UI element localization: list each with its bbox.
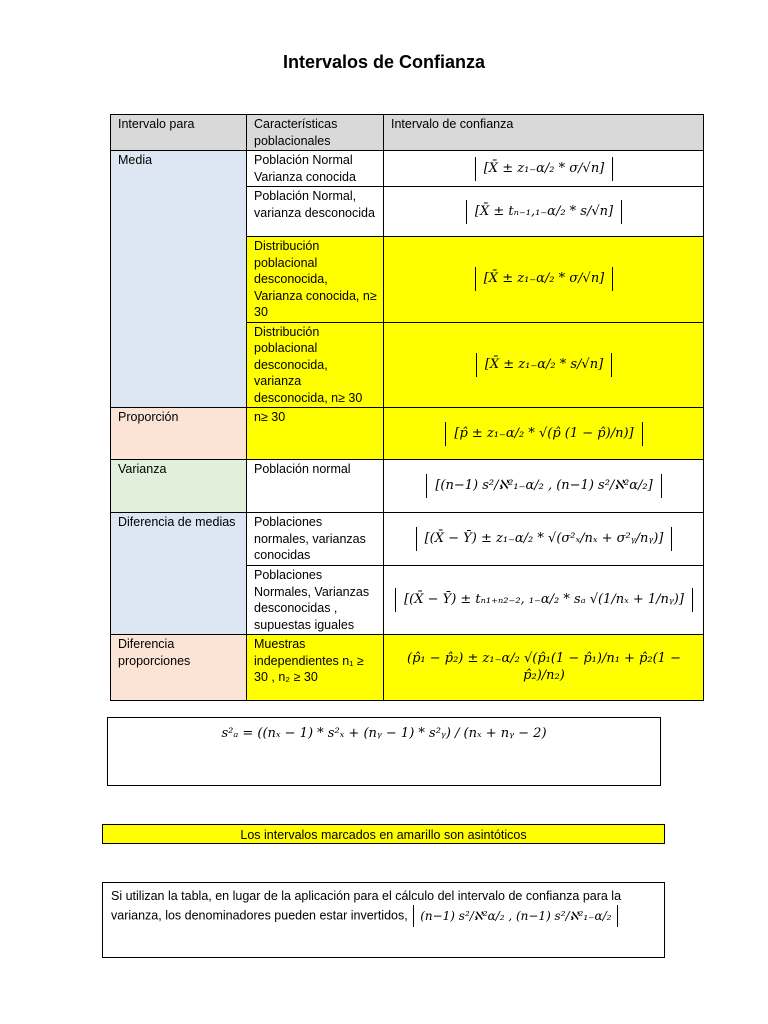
- table-header-row: [111, 115, 704, 151]
- inverted-variance-formula: (n−1) s²/ℵ²α/₂ , (n−1) s²/ℵ²₁₋α/₂: [413, 905, 618, 927]
- formula: [p̂ ± z₁₋α/₂ * √(p̂ (1 − p̂)/n)]: [445, 422, 642, 446]
- characteristics-cell: Distribución poblacional desconocida, varianza desconocida, n≥ 30: [247, 322, 384, 408]
- table-row: [111, 151, 704, 187]
- confidence-interval-table: [110, 114, 704, 701]
- param-diferencia-medias: Diferencia de medias: [111, 513, 247, 635]
- table-row: [111, 408, 704, 460]
- param-proporcion: Proporción: [111, 408, 247, 460]
- characteristics-cell: Muestras independientes n₁ ≥ 30 , n₂ ≥ 30: [247, 635, 384, 701]
- variance-table-note: [102, 882, 665, 958]
- header-confidence-interval: Intervalo de confianza: [384, 115, 704, 151]
- formula: [X̄ ± tₙ₋₁,₁₋α/₂ * s/√n]: [466, 200, 622, 224]
- formula-cell: [384, 566, 704, 635]
- characteristics-cell: Población normal: [247, 460, 384, 513]
- characteristics-cell: Poblaciones normales, varianzas conocidas: [247, 513, 384, 566]
- formula-cell: [384, 322, 704, 408]
- table-row: [111, 635, 704, 701]
- characteristics-cell: Poblaciones Normales, Varianzas desconocidas , supuestas iguales: [247, 566, 384, 635]
- characteristics-cell: Distribución poblacional desconocida, Varianza conocida, n≥ 30: [247, 237, 384, 323]
- formula: [(X̄ − Ȳ) ± tₙ₁₊ₙ₂₋₂, ₁₋α/₂ * sₐ √(1/nₓ + 1/nᵧ)]: [395, 588, 693, 612]
- formula-cell: [384, 513, 704, 566]
- formula: [X̄ ± z₁₋α/₂ * σ/√n]: [475, 267, 614, 291]
- param-media: Media: [111, 151, 247, 408]
- formula: [X̄ ± z₁₋α/₂ * s/√n]: [476, 353, 612, 377]
- formula: [(n−1) s²/ℵ²₁₋α/₂ , (n−1) s²/ℵ²α/₂]: [426, 474, 661, 498]
- note-text: Si utilizan la tabla, en lugar de la aplicación para el cálculo del intervalo de confianza para la varianza, los denominadores pueden estar invertidos,: [111, 889, 622, 923]
- formula-cell: [384, 408, 704, 460]
- param-varianza: Varianza: [111, 460, 247, 513]
- formula-cell: [384, 151, 704, 187]
- characteristics-cell: n≥ 30: [247, 408, 384, 460]
- pooled-variance-box: [107, 717, 661, 786]
- formula: [X̄ ± z₁₋α/₂ * σ/√n]: [475, 157, 614, 181]
- header-characteristics: Características poblacionales: [247, 115, 384, 151]
- pooled-variance-formula: s²ₐ = ((nₓ − 1) * s²ₓ + (nᵧ − 1) * s²ᵧ) / (nₓ + nᵧ − 2): [221, 726, 547, 741]
- formula-cell: [384, 237, 704, 323]
- formula-cell: [384, 187, 704, 237]
- characteristics-cell: Población Normal, varianza desconocida: [247, 187, 384, 237]
- header-interval-for: Intervalo para: [111, 115, 247, 151]
- formula-cell: [384, 460, 704, 513]
- table-row: [111, 513, 704, 566]
- characteristics-cell: Población Normal Varianza conocida: [247, 151, 384, 187]
- formula: (p̂₁ − p̂₂) ± z₁₋α/₂ √(p̂₁(1 − p̂₁)/n₁ + p̂₂(1 − p̂₂)/n₂): [407, 651, 681, 683]
- table-row: [111, 460, 704, 513]
- formula-cell: [384, 635, 704, 701]
- formula: [(X̄ − Ȳ) ± z₁₋α/₂ * √(σ²ₓ/nₓ + σ²ᵧ/nᵧ)]: [416, 527, 673, 551]
- page-title: Intervalos de Confianza: [282, 52, 486, 72]
- param-diferencia-proporciones: Diferencia proporciones: [111, 635, 247, 701]
- asymptotic-note: Los intervalos marcados en amarillo son asintóticos: [102, 824, 665, 844]
